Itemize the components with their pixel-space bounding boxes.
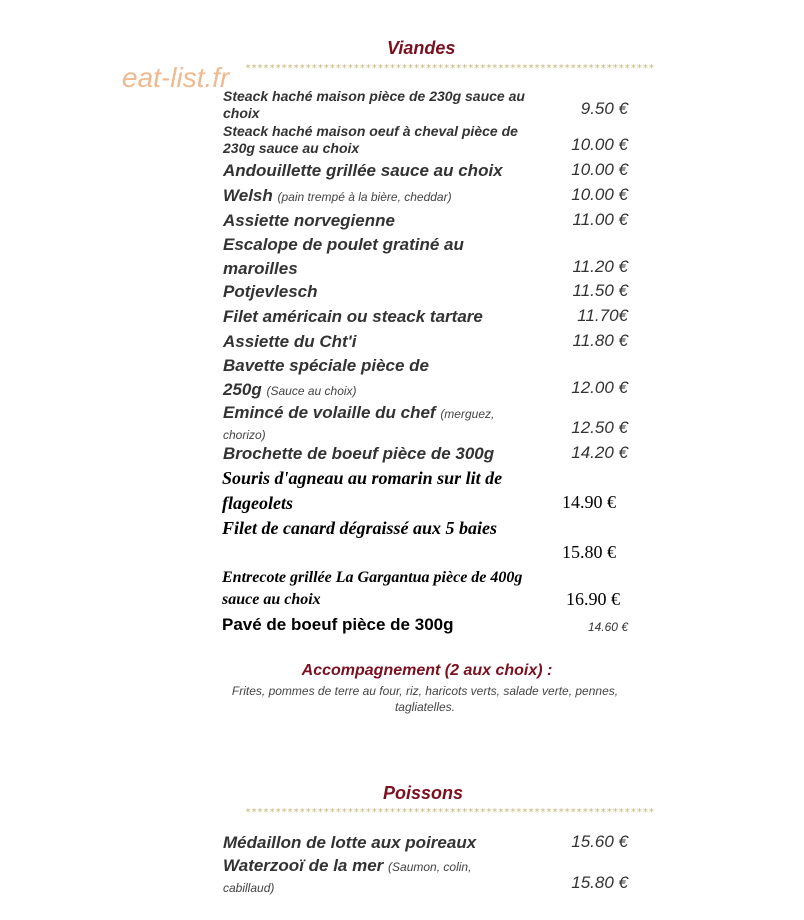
- menu-item-price: 15.80 €: [571, 873, 628, 892]
- menu-item-name: Pavé de boeuf pièce de 300g: [222, 615, 454, 634]
- accompagnement-title: Accompagnement (2 aux choix) :: [301, 662, 553, 679]
- menu-item-name: Welsh: [223, 186, 273, 205]
- menu-item-name: Filet de canard dégraissé aux 5 baies: [222, 518, 497, 538]
- menu-item-name: Filet américain ou steack tartare: [223, 307, 483, 326]
- section-title-viandes: Viandes: [387, 38, 456, 58]
- menu-item-name: Brochette de boeuf pièce de 300g: [223, 444, 495, 463]
- menu-item-name: Andouillette grillée sauce au choix: [223, 161, 503, 180]
- menu-item-price: 14.60 €: [587, 620, 628, 634]
- menu-item-price: 14.20 €: [571, 443, 628, 462]
- menu-item-price: 11.50 €: [572, 281, 628, 300]
- menu-item-name: Potjevlesch: [223, 282, 318, 301]
- menu-item-name: Médaillon de lotte aux poireaux: [223, 833, 477, 852]
- menu-item-price: 9.50 €: [580, 99, 628, 118]
- section-title-poissons: Poissons: [383, 783, 464, 803]
- menu-item-note: (pain trempé à la bière, cheddar): [277, 190, 452, 204]
- watermark: eat-list.fr: [122, 62, 230, 93]
- menu-item-price: 11.70€: [577, 306, 628, 325]
- menu-item-name: Steack haché maison oeuf à cheval pièce de 230g sauce au choix: [223, 123, 518, 156]
- menu-item-price: 10.00 €: [571, 185, 628, 204]
- menu-item-name: Assiette norvegienne: [223, 211, 395, 230]
- menu-item-price: 14.90 €: [562, 492, 616, 512]
- menu-item-note: (Sauce au choix): [266, 384, 357, 398]
- menu-item-price: 11.00 €: [572, 210, 628, 229]
- menu-item-price: 15.80 €: [562, 542, 616, 562]
- divider-stars-viandes: ********************************************************************: [245, 63, 655, 74]
- menu-item-price: 10.00 €: [571, 160, 628, 179]
- menu-item-name: Assiette du Cht'i: [223, 332, 357, 351]
- menu-item-price: 12.00 €: [571, 378, 628, 397]
- menu-item-name: Souris d'agneau au romarin sur lit de flageolets: [222, 468, 503, 513]
- menu-item-name: Entrecote grillée La Gargantua pièce de 400g sauce au choix: [222, 569, 523, 608]
- menu-item-price: 12.50 €: [571, 418, 628, 437]
- menu-item-price: 10.00 €: [571, 135, 628, 154]
- menu-item-price: 11.20 €: [572, 257, 628, 276]
- menu-item-note: (Saumon, colin, cabillaud): [223, 860, 472, 895]
- menu-item-name: Emincé de volaille du chef: [223, 403, 436, 422]
- menu-item-note: (merguez, chorizo): [223, 407, 495, 442]
- divider-stars-poissons: ********************************************************************: [245, 807, 655, 818]
- menu-item-name: Bavette spéciale pièce de 250g: [223, 356, 430, 399]
- menu-item-name: Steack haché maison pièce de 230g sauce au choix: [223, 88, 525, 121]
- menu-item-price: 11.80 €: [572, 331, 628, 350]
- menu-item-name: Escalope de poulet gratiné au maroilles: [223, 235, 464, 278]
- menu-item-name: Waterzooï de la mer: [223, 856, 384, 875]
- menu-item-price: 15.60 €: [571, 832, 628, 851]
- accompagnement-text: Frites, pommes de terre au four, riz, haricots verts, salade verte, pennes, tagliatelles.: [231, 684, 619, 714]
- menu-item-price: 16.90 €: [566, 589, 620, 609]
